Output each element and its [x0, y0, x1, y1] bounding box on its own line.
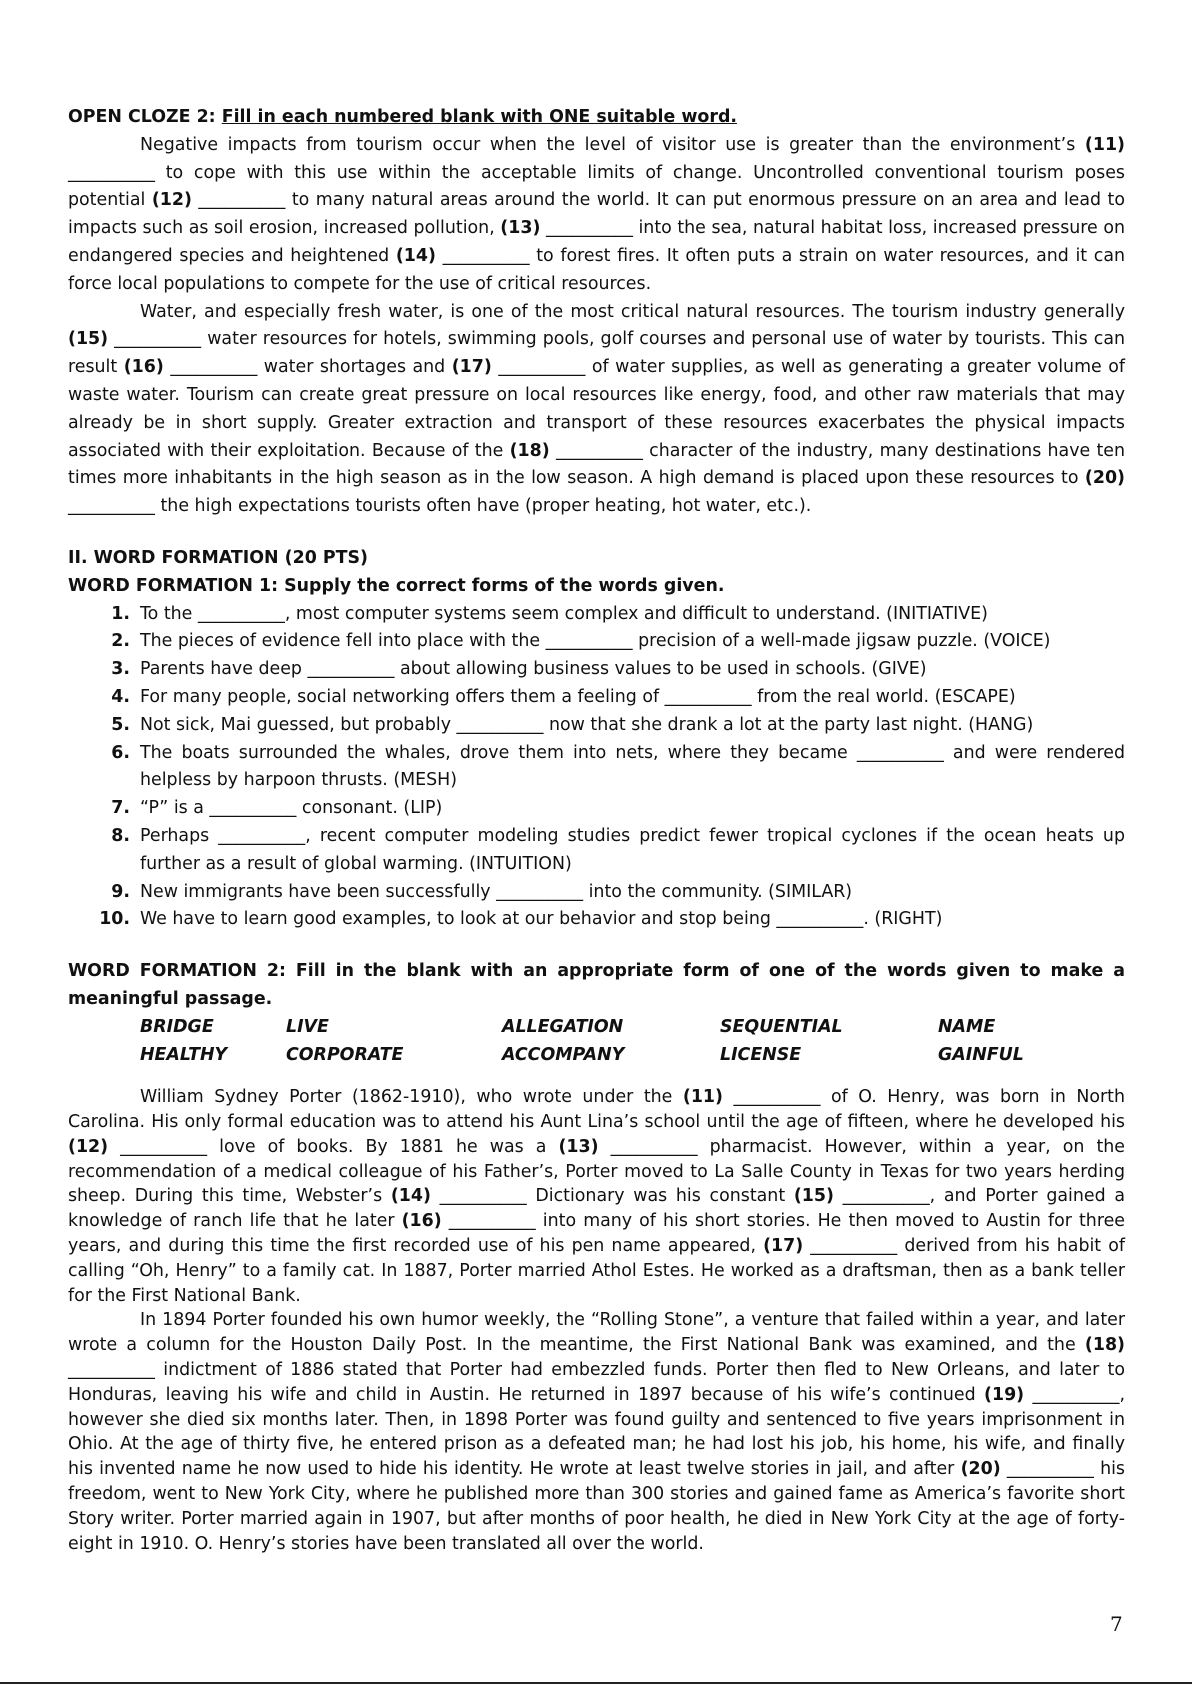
blank-number: (12): [151, 190, 192, 211]
passage-text: __________ of O. Henry, was born in North Carolina. His only formal education was to attend his Aunt Lina’s school until the age of fifteen, where he developed his: [68, 1087, 1125, 1133]
list-item: [68, 879, 1125, 907]
passage-text: __________ love of books. By 1881 he was a: [108, 1136, 559, 1157]
list-item: [68, 823, 1125, 879]
item-number: 9.: [111, 881, 130, 902]
passage-text: In 1894 Porter founded his own humor weekly, the “Rolling Stone”, a venture that failed within a year, and later wrote a column for the Houston Daily Post. In the meantime, the First National Bank was examined, and the: [68, 1310, 1125, 1356]
open-cloze-paragraph-1: [68, 132, 1125, 299]
list-item: [68, 795, 1125, 823]
passage-text: William Sydney Porter (1862-1910), who wrote under the: [140, 1087, 683, 1108]
blank-number: (11): [682, 1087, 723, 1108]
list-item: [68, 684, 1125, 712]
passage-text: __________ into many of his short stories. He then moved to Austin for three years, and during this time the first recorded use of his pen name appeared,: [68, 1211, 1125, 1257]
blank-number: (20): [960, 1459, 1001, 1480]
item-number: 6.: [111, 742, 130, 763]
passage-text: __________ pharmacist. However, within a year, on the recommendation of a medical colleague of his Father’s, Porter moved to La Salle County in Texas for two years herding sheep. During this time, Webster’s: [68, 1136, 1125, 1207]
page-number: 7: [1110, 1612, 1123, 1636]
word-option: NAME: [938, 1016, 996, 1037]
passage-text: __________ to cope with this use within the acceptable limits of change. Uncontrolled conventional tourism poses potential: [68, 162, 1125, 211]
item-text: We have to learn good examples, to look at our behavior and stop being __________. (RIGHT): [140, 909, 943, 930]
blank-number: (11): [1084, 134, 1125, 155]
item-number: 2.: [111, 631, 130, 652]
item-text: “P” is a __________ consonant. (LIP): [140, 798, 443, 819]
word-box-row: [140, 1042, 1125, 1070]
item-text: Parents have deep __________ about allowing business values to be used in schools. (GIVE): [140, 659, 927, 680]
item-number: 10.: [99, 909, 130, 930]
open-cloze-instruction: Fill in each numbered blank with ONE suitable word.: [221, 107, 738, 127]
blank-number: (12): [68, 1136, 109, 1157]
passage-text: __________ into the sea, natural habitat loss, increased pressure on endangered species and heightened: [68, 218, 1125, 266]
word-option: BRIDGE: [140, 1016, 214, 1037]
item-text: Not sick, Mai guessed, but probably __________ now that she drank a lot at the party last night. (HANG): [140, 714, 1034, 735]
passage-text: Water, and especially fresh water, is one of the most critical natural resources. The tourism industry generally: [140, 301, 1125, 322]
footer-rule: [0, 1682, 1192, 1684]
open-cloze-label: OPEN CLOZE 2:: [68, 107, 216, 127]
list-item: [68, 712, 1125, 740]
blank-number: (14): [395, 245, 436, 266]
passage-text: __________ water resources for hotels, swimming pools, golf courses and personal use of water by tourists. This can result: [68, 329, 1125, 378]
word-formation-1-title: WORD FORMATION 1: Supply the correct forms of the words given.: [68, 575, 725, 596]
item-number: 4.: [111, 686, 130, 707]
item-text: The boats surrounded the whales, drove them into nets, where they became __________ and were rendered helpless by harpoon thrusts. (MESH): [140, 742, 1125, 791]
worksheet-page: [68, 104, 1125, 1556]
open-cloze-paragraph-2: [68, 299, 1125, 521]
item-text: New immigrants have been successfully __________ into the community. (SIMILAR): [140, 881, 853, 902]
word-formation-1-list: [68, 601, 1125, 935]
passage-text: __________ of water supplies, as well as generating a greater volume of waste water. Tourism can create great pressure on local resources like energy, food, and other raw materials that may already be in short supply. Greater extraction and transport of these resources exacerbates the physical impacts associated with their exploitation. Because of the: [68, 357, 1125, 461]
passage-text: __________ Dictionary was his constant: [430, 1186, 794, 1207]
word-option: LIVE: [286, 1016, 329, 1037]
item-text: For many people, social networking offers them a feeling of __________ from the real world. (ESCAPE): [140, 686, 1016, 707]
word-option: LICENSE: [720, 1044, 802, 1065]
passage-text: __________, however she died six months later. Then, in 1898 Porter was found guilty and sentenced to five years imprisonment in Ohio. At the age of thirty five, he entered prison as a defeated man; he had lost his job, his home, his wife, and finally his invented name he now used to hide his identity. He wrote at least twelve stories in jail, and after: [68, 1384, 1125, 1480]
word-option: ACCOMPANY: [502, 1044, 625, 1065]
word-formation-section-title: II. WORD FORMATION (20 PTS): [68, 547, 368, 568]
passage-text: Negative impacts from tourism occur when the level of visitor use is greater than the environment’s: [140, 134, 1085, 155]
word-option: ALLEGATION: [502, 1016, 624, 1037]
passage-text: __________ to many natural areas around the world. It can put enormous pressure on an area and lead to impacts such as soil erosion, increased pollution,: [68, 190, 1126, 239]
passage-text: __________ derived from his habit of calling “Oh, Henry” to a family cat. In 1887, Porter married Athol Estes. He worked as a draftsman, then as a bank teller for the First National Bank.: [68, 1236, 1125, 1306]
blank-number: (16): [401, 1211, 442, 1232]
item-number: 7.: [111, 798, 130, 819]
list-item: [68, 601, 1125, 629]
item-number: 5.: [111, 714, 130, 735]
blank-number: (19): [984, 1384, 1025, 1405]
blank-number: (15): [793, 1186, 834, 1207]
word-option: HEALTHY: [140, 1044, 228, 1065]
word-box: [140, 1014, 1125, 1070]
word-option: GAINFUL: [938, 1044, 1024, 1065]
item-number: 1.: [111, 603, 130, 624]
item-text: The pieces of evidence fell into place with the __________ precision of a well-made jigsaw puzzle. (VOICE): [140, 631, 1051, 652]
blank-number: (18): [1084, 1335, 1125, 1356]
blank-number: (18): [509, 440, 550, 461]
passage-text: __________ character of the industry, many destinations have ten times more inhabitants in the high season as in the low season. A high demand is placed upon these resources to: [68, 440, 1125, 489]
item-text: Perhaps __________, recent computer modeling studies predict fewer tropical cyclones if the ocean heats up further as a result of global warming. (INTUITION): [140, 825, 1125, 874]
blank-number: (13): [500, 218, 541, 239]
word-formation-2-paragraph-2: [68, 1308, 1125, 1556]
blank-number: (16): [123, 357, 164, 378]
passage-text: __________ to forest fires. It often puts a strain on water resources, and it can force local populations to compete for the use of critical resources.: [68, 245, 1125, 294]
word-option: SEQUENTIAL: [720, 1016, 843, 1037]
blank-number: (17): [763, 1236, 804, 1257]
word-formation-2-paragraph-1: [68, 1085, 1125, 1308]
word-formation-2-title: WORD FORMATION 2: Fill in the blank with an appropriate form of one of the words given to make a meaningful passage.: [68, 961, 1125, 1009]
list-item: [68, 656, 1125, 684]
list-item: [68, 628, 1125, 656]
item-number: 3.: [111, 659, 130, 680]
open-cloze-heading: [68, 104, 1125, 132]
passage-text: __________, and Porter gained a knowledge of ranch life that he later: [68, 1186, 1125, 1232]
blank-number: (17): [451, 357, 492, 378]
blank-number: (14): [390, 1186, 431, 1207]
list-item: [68, 740, 1125, 796]
passage-text: __________ water shortages and: [163, 357, 452, 378]
blank-number: (15): [68, 329, 109, 350]
passage-text: __________ the high expectations tourists often have (proper heating, hot water, etc.).: [68, 496, 812, 517]
passage-text: __________ indictment of 1886 stated that Porter had embezzled funds. Porter then fled to New Orleans, and later to Honduras, leaving his wife and child in Austin. He returned in 1897 because of his wife’s continued: [68, 1360, 1125, 1405]
list-item: [68, 906, 1125, 934]
blank-number: (20): [1084, 468, 1125, 489]
word-box-row: [140, 1014, 1125, 1042]
blank-number: (13): [558, 1136, 599, 1157]
item-text: To the __________, most computer systems seem complex and difficult to understand. (INITIATIVE): [140, 603, 988, 624]
passage-text: __________ his freedom, went to New York City, where he published more than 300 stories and gained fame as America’s favorite short Story writer. Porter married again in 1907, but after months of poor health, he died in New York City at the age of forty-eight in 1910. O. Henry’s stories have been translated all over the world.: [68, 1459, 1125, 1554]
word-option: CORPORATE: [286, 1044, 404, 1065]
item-number: 8.: [111, 825, 130, 846]
